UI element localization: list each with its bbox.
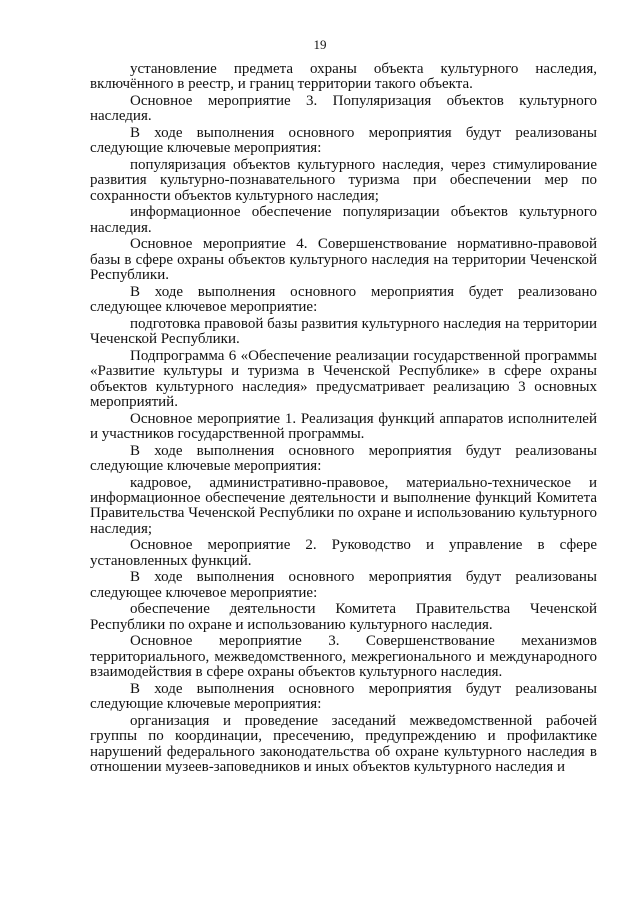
paragraph: популяризация объектов культурного наследия, через стимулирование развития культурно-познавательного туризма при обеспечении мер по сохранности объектов культурного наследия; [90,157,597,204]
paragraph: Подпрограмма 6 «Обеспечение реализации государственной программы «Развитие культуры и туризма в Чеченской Республике» в сфере охраны объектов культурного наследия» предусматривает реализацию 3 основных мероприятий. [90,347,597,411]
paragraph: установление предмета охраны объекта культурного наследия, включённого в реестр, и границ территории такого объекта. [90,61,597,93]
paragraph: Основное мероприятие 2. Руководство и управление в сфере установленных функций. [90,537,597,569]
paragraph: организация и проведение заседаний межведомственной рабочей группы по координации, пресечению, предупреждению и профилактике нарушений федерального законодательства об охране культурного наследия в отношении музеев-заповедников и иных объектов культурного наследия и [90,712,597,776]
paragraph: Основное мероприятие 3. Популяризация объектов культурного наследия. [90,93,597,125]
paragraph: В ходе выполнения основного мероприятия будут реализованы следующее ключевое мероприятие: [90,569,597,601]
page-number: 19 [313,37,327,52]
paragraph: В ходе выполнения основного мероприятия будут реализованы следующие ключевые мероприятия: [90,442,597,475]
paragraph: информационное обеспечение популяризации объектов культурного наследия. [90,204,597,236]
paragraph: Основное мероприятие 3. Совершенствование механизмов территориального, межведомственного, межрегионального и международного взаимодействия в сфере охраны объектов культурного наследия. [90,633,597,681]
paragraph: В ходе выполнения основного мероприятия будут реализованы следующие ключевые мероприятия: [90,680,597,713]
paragraph: кадровое, административно-правовое, материально-техническое и информационное обеспечение деятельности и выполнение функций Комитета Правительства Чеченской Республики по охране и использованию культурного наследия; [90,474,597,537]
paragraph: Основное мероприятие 4. Совершенствование нормативно-правовой базы в сфере охраны объектов культурного наследия на территории Чеченской Республики. [90,236,597,284]
paragraph: подготовка правовой базы развития культурного наследия на территории Чеченской Республики. [90,315,597,348]
paragraph: В ходе выполнения основного мероприятия будет реализовано следующее ключевое мероприятие: [90,283,597,316]
paragraph: В ходе выполнения основного мероприятия будут реализованы следующие ключевые мероприятия: [90,125,597,157]
paragraph: обеспечение деятельности Комитета Правительства Чеченской Республики по охране и использованию культурного наследия. [90,601,597,633]
paragraph: Основное мероприятие 1. Реализация функций аппаратов исполнителей и участников государственной программы. [90,410,597,443]
body-text [90,62,597,777]
